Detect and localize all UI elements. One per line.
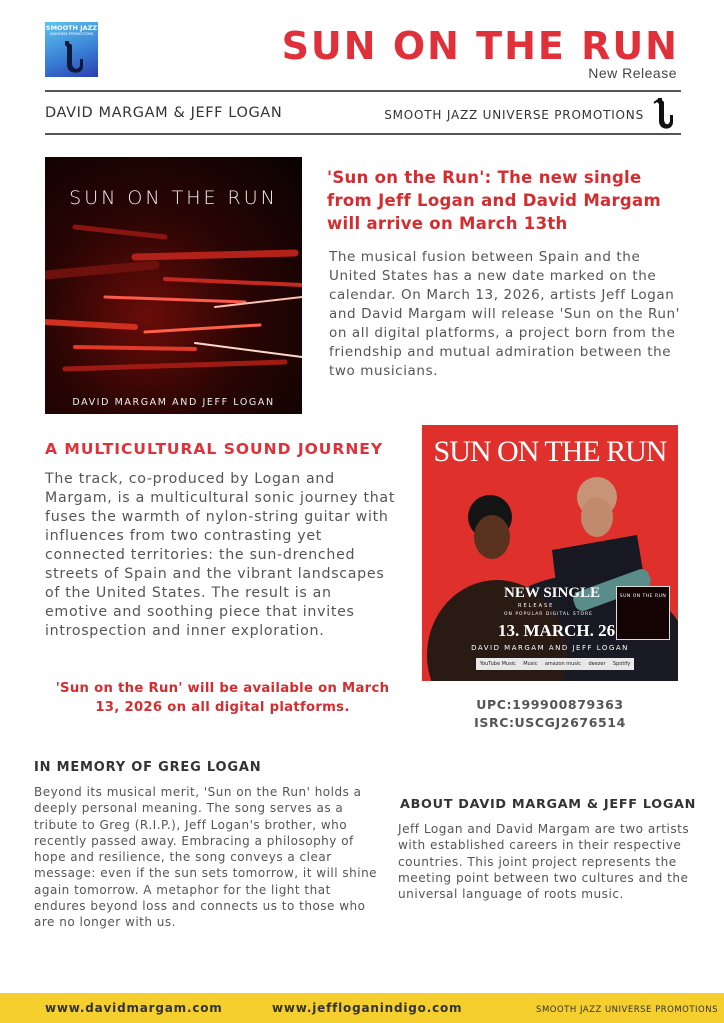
store-youtube-music: YouTube Music (479, 661, 516, 667)
divider-bottom (45, 133, 681, 135)
store-amazon-music: amazon music (544, 661, 582, 667)
footer-bar (0, 993, 724, 1023)
logo-text: SMOOTH JAZZ (45, 24, 98, 32)
divider-top (45, 90, 681, 92)
poster-new-single: NEW SINGLE (504, 585, 601, 601)
saxophone-icon (59, 39, 85, 75)
store-apple-music: Music (523, 661, 538, 667)
about-heading: ABOUT DAVID MARGAM & JEFF LOGAN (400, 797, 697, 812)
poster-cover-thumbnail (616, 586, 670, 640)
about-paragraph: Jeff Logan and David Margam are two artists with established careers in their respective countries. This joint project represents the meeting point between two cultures and the universal language of roots music. (398, 822, 690, 902)
saxophone-icon (650, 97, 674, 131)
thumbnail-title: SUN ON THE RUN (619, 594, 667, 599)
footer-link-davidmargam[interactable]: www.davidmargam.com (45, 1001, 223, 1015)
availability-note: 'Sun on the Run' will be available on March 13, 2026 on all digital platforms. (55, 681, 390, 715)
cover-title: SUN ON THE RUN (69, 187, 278, 209)
memory-heading: IN MEMORY OF GREG LOGAN (34, 760, 262, 775)
page-subtitle: New Release (588, 65, 677, 81)
footer-link-jeffloganindigo[interactable]: www.jeffloganindigo.com (272, 1001, 463, 1015)
release-codes (422, 696, 678, 732)
poster-title: SUN ON THE RUN (433, 435, 667, 468)
poster-artists: DAVID MARGAM AND JEFF LOGAN (471, 644, 629, 652)
intro-heading: 'Sun on the Run': The new single from Jeff Logan and David Margam will arrive on March 13th (327, 168, 661, 233)
upc-code: UPC:199900879363 (476, 697, 624, 712)
promoter-logo (45, 22, 98, 77)
journey-paragraph: The track, co-produced by Logan and Margam, is a multicultural sonic journey that fuses the warmth of nylon-string guitar with influences from two contrasting yet connected territories: the sun-drenched streets of Spain and the vibrant landscapes of the United States. The result is an emotive and soothing piece that invites introspection and inner exploration. (45, 471, 396, 639)
journey-heading: A MULTICULTURAL SOUND JOURNEY (45, 440, 384, 458)
release-poster (422, 425, 678, 681)
footer-promoter: SMOOTH JAZZ UNIVERSE PROMOTIONS (536, 1005, 718, 1015)
page-title: SUN ON THE RUN (281, 24, 679, 68)
poster-release: RELEASE (518, 603, 555, 609)
album-cover (45, 157, 302, 414)
store-deezer: deezer (588, 661, 606, 667)
memory-paragraph: Beyond its musical merit, 'Sun on the Run' holds a deeply personal meaning. The song serves as a tribute to Greg (R.I.P.), Jeff Logan's brother, who recently passed away. Embracing a philosophy of hope and resilience, the song conveys a clear message: even if the sun sets tomorrow, it will shine again tomorrow. A metaphor for the light that endures beyond loss and connects us to those who are no longer with us. (34, 785, 378, 930)
store-logos (476, 658, 634, 670)
promoter-label: SMOOTH JAZZ UNIVERSE PROMOTIONS (384, 108, 644, 122)
logo-subtext: UNIVERSE PROMOTIONS (49, 32, 94, 36)
poster-date: 13. MARCH. 26 (498, 621, 616, 640)
artists-label: DAVID MARGAM & JEFF LOGAN (45, 105, 283, 121)
store-spotify: Spotify (612, 661, 631, 667)
isrc-code: ISRC:USCGJ2676514 (474, 715, 626, 730)
cover-artists: DAVID MARGAM AND JEFF LOGAN (72, 397, 275, 408)
intro-paragraph: The musical fusion between Spain and the United States has a new date marked on the calendar. On March 13, 2026, artists Jeff Logan and David Margam will release 'Sun on the Run' on all digital platforms, a project born from the friendship and mutual admiration between the two musicians. (329, 249, 681, 379)
poster-store: ON POPULAR DIGITAL STORE (504, 612, 593, 617)
